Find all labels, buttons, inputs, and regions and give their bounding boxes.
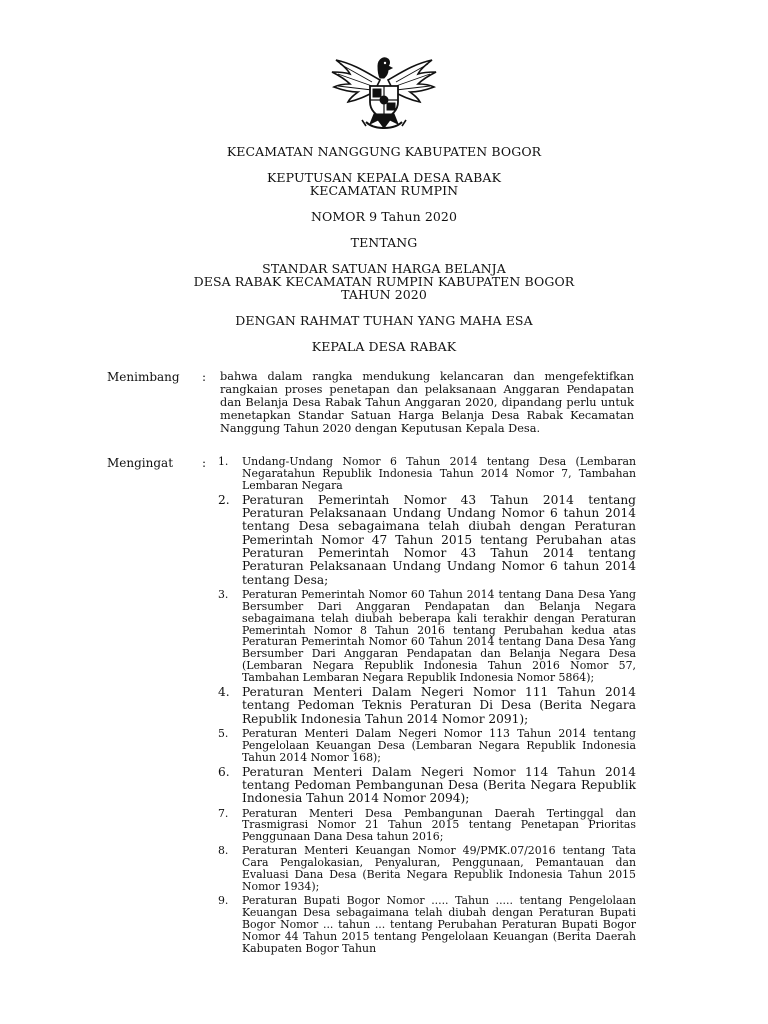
menimbang-text: bahwa dalam rangka mendukung kelancaran dan mengefektifkan rangkaian proses penetapan dan pelaksanaan Anggaran Pendapatan dan Belanja Desa Rabak Tahun Anggaran 2020, dipandang perlu untuk menetapkan Standar Satuan Harga Belanja Desa Rabak Kecamatan Nanggung Tahun 2020 dengan Keputusan Kepala Desa. xyxy=(220,370,634,435)
list-item-text: Peraturan Bupati Bogor Nomor ..... Tahun ..... tentang Pengelolaan Keuangan Desa sebagaimana telah diubah dengan Peraturan Bupati Bogor Nomor ... tahun ... tentang Perubahan Peraturan Bupati Bogor Nomor 44 Tahun 2015 tentang Pengelolaan Keuangan (Berita Daerah Kabupaten Bogor Tahun xyxy=(242,893,636,955)
list-item xyxy=(218,766,636,806)
list-item-text: Peraturan Menteri Keuangan Nomor 49/PMK.07/2016 tentang Tata Cara Pengalokasian, Penyaluran, Penggunaan, Pemantauan dan Evaluasi Dana Desa (Berita Negara Republik Indonesia Tahun 2015 Nomor 1934); xyxy=(242,844,636,893)
list-item xyxy=(218,895,636,955)
list-item xyxy=(218,845,636,893)
header-district: KECAMATAN NANGGUNG KABUPATEN BOGOR xyxy=(226,144,542,159)
list-item xyxy=(218,808,636,844)
list-item-text: Peraturan Menteri Dalam Negeri Nomor 111 Tahun 2014 tentang Pedoman Teknis Peraturan Di Desa (Berita Negara Republik Indonesia Tahun 2014 Nomor 2091); xyxy=(242,685,636,726)
subject-line-3: TAHUN 2020 xyxy=(341,287,427,302)
list-item xyxy=(218,728,636,764)
decree-number: NOMOR 9 Tahun 2020 xyxy=(310,209,458,224)
decree-subdistrict: KECAMATAN RUMPIN xyxy=(309,183,459,198)
invocation: DENGAN RAHMAT TUHAN YANG MAHA ESA xyxy=(235,313,533,328)
list-item-number: 1. xyxy=(218,455,229,468)
subject-line-1: STANDAR SATUAN HARGA BELANJA xyxy=(262,261,506,276)
list-item-number: 3. xyxy=(218,587,229,601)
list-item xyxy=(218,494,636,587)
tentang-heading: TENTANG xyxy=(350,235,418,250)
issuer-title: KEPALA DESA RABAK xyxy=(311,339,457,354)
list-item xyxy=(218,456,636,492)
decree-title: KEPUTUSAN KEPALA DESA RABAK xyxy=(266,170,502,185)
list-item xyxy=(218,589,636,684)
list-item xyxy=(218,686,636,726)
garuda-emblem-icon xyxy=(326,50,442,132)
list-item-number: 2. xyxy=(218,492,230,507)
menimbang-label: Menimbang xyxy=(107,370,180,384)
list-item-number: 8. xyxy=(218,844,229,858)
mengingat-label: Mengingat xyxy=(107,456,174,470)
list-item-text: Peraturan Menteri Dalam Negeri Nomor 113 Tahun 2014 tentang Pengelolaan Keuangan Desa (Lembaran Negara Republik Indonesia Tahun 2014 Nomor 168); xyxy=(242,726,636,764)
list-item-number: 9. xyxy=(218,893,229,907)
list-item-number: 4. xyxy=(218,685,230,700)
subject-line-2: DESA RABAK KECAMATAN RUMPIN KABUPATEN BOGOR xyxy=(193,274,575,289)
mengingat-list xyxy=(218,456,636,956)
list-item-number: 5. xyxy=(218,726,229,740)
list-item-number: 7. xyxy=(218,806,229,820)
list-item-text: Peraturan Menteri Dalam Negeri Nomor 114 Tahun 2014 tentang Pedoman Pembangunan Desa (Berita Negara Republik Indonesia Tahun 2014 Nomor 2094); xyxy=(242,764,636,806)
list-item-text: Undang-Undang Nomor 6 Tahun 2014 tentang Desa (Lembaran Negaratahun Republik Indonesia Tahun 2014 Nomor 7, Tambahan Lembaran Negara xyxy=(242,455,636,492)
list-item-text: Peraturan Pemerintah Nomor 43 Tahun 2014 tentang Peraturan Pelaksanaan Undang Undang Nomor 6 tahun 2014 tentang Desa sebagaimana telah diubah dengan Peraturan Pemerintah Nomor 47 Tahun 2015 tentang Perubahan atas Peraturan Pemerintah Nomor 43 Tahun 2014 tentang Peraturan Pelaksanaan Undang Undang Nomor 6 tahun 2014 tentang Desa; xyxy=(242,492,636,587)
list-item-text: Peraturan Pemerintah Nomor 60 Tahun 2014 tentang Dana Desa Yang Bersumber Dari Anggaran Pendapatan dan Belanja Negara sebagaimana telah diubah beberapa kali terakhir dengan Peraturan Pemerintah Nomor 8 Tahun 2016 tentang Perubahan kedua atas Peraturan Pemerintah Nomor 60 Tahun 2014 tentang Dana Desa Yang Bersumber Dari Anggaran Pendapatan dan Belanja Negara Desa (Lembaran Negara Republik Indonesia Tahun 2016 Nomor 57, Tambahan Lembaran Negara Republik Indonesia Nomor 5864); xyxy=(242,587,636,685)
menimbang-colon: : xyxy=(202,370,207,384)
list-item-number: 6. xyxy=(218,764,230,779)
list-item-text: Peraturan Menteri Desa Pembangunan Daerah Tertinggal dan Trasmigrasi Nomor 21 Tahun 2015 tentang Penetapan Prioritas Penggunaan Dana Desa tahun 2016; xyxy=(242,806,636,844)
mengingat-colon: : xyxy=(202,456,207,470)
